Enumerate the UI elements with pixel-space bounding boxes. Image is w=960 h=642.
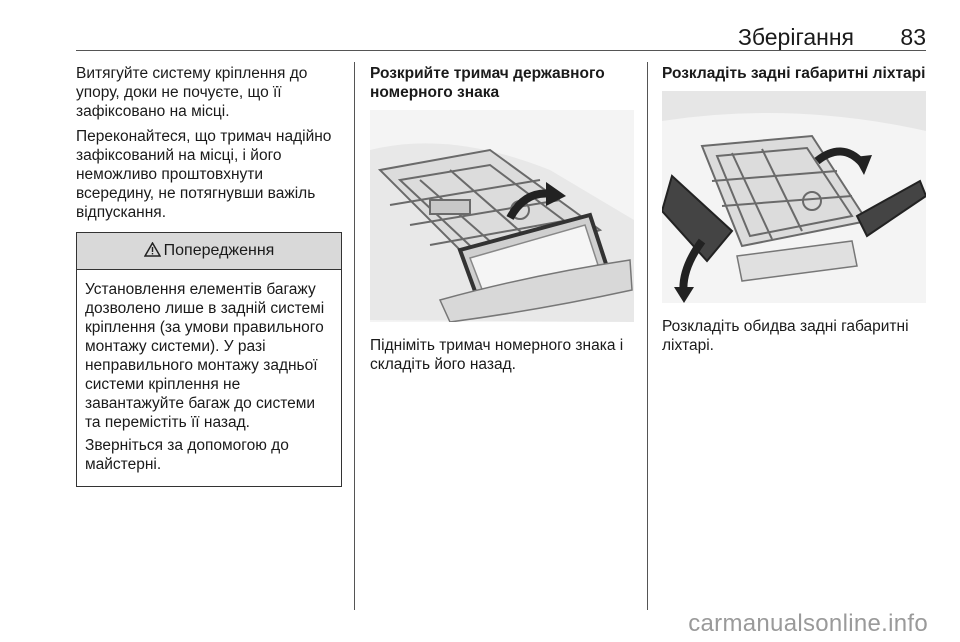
warning-box	[76, 232, 342, 487]
caption-license-plate-holder: Підніміть тримач номерного знака і складіть його назад.	[370, 337, 624, 373]
warning-text-1: Установлення елементів багажу дозволено лише в задній системі кріплення (за умови правильного монтажу системи). У разі неправильного монтажу задньої системи кріплення не завантажуйте багаж до системи та перемістіть її назад.	[85, 281, 325, 431]
header-rule	[76, 50, 926, 51]
warning-header	[77, 233, 341, 270]
column-3	[662, 64, 930, 361]
caption-rear-lights: Розкладіть обидва задні габаритні ліхтарі.	[662, 318, 909, 354]
license-plate-holder-illustration	[370, 110, 634, 322]
heading-license-plate-holder: Розкрийте тримач державного номерного знака	[370, 65, 605, 101]
watermark: carmanualsonline.info	[688, 610, 928, 637]
warning-body	[77, 270, 341, 486]
paragraph-check-holder: Переконайтеся, що тримач надійно зафіксований на місці, і його неможливо проштовхнути всередину, не потягнувши важіль відпускання.	[76, 128, 332, 221]
paragraph-extend-system: Витягуйте систему кріплення до упору, доки не почуєте, що її зафіксовано на місці.	[76, 65, 308, 120]
column-divider-2	[647, 62, 648, 610]
rear-lights-illustration	[662, 91, 926, 303]
warning-triangle-icon	[144, 242, 161, 257]
section-title: Зберігання	[737, 24, 854, 50]
column-divider-1	[354, 62, 355, 610]
page-header	[76, 24, 926, 50]
warning-title: Попередження	[163, 242, 275, 259]
column-1	[76, 64, 342, 487]
warning-text-2: Зверніться за допомогою до майстерні.	[85, 437, 289, 473]
column-2	[370, 64, 638, 380]
heading-rear-lights: Розкладіть задні габаритні ліхтарі	[662, 65, 926, 82]
page-number: 83	[900, 24, 926, 50]
